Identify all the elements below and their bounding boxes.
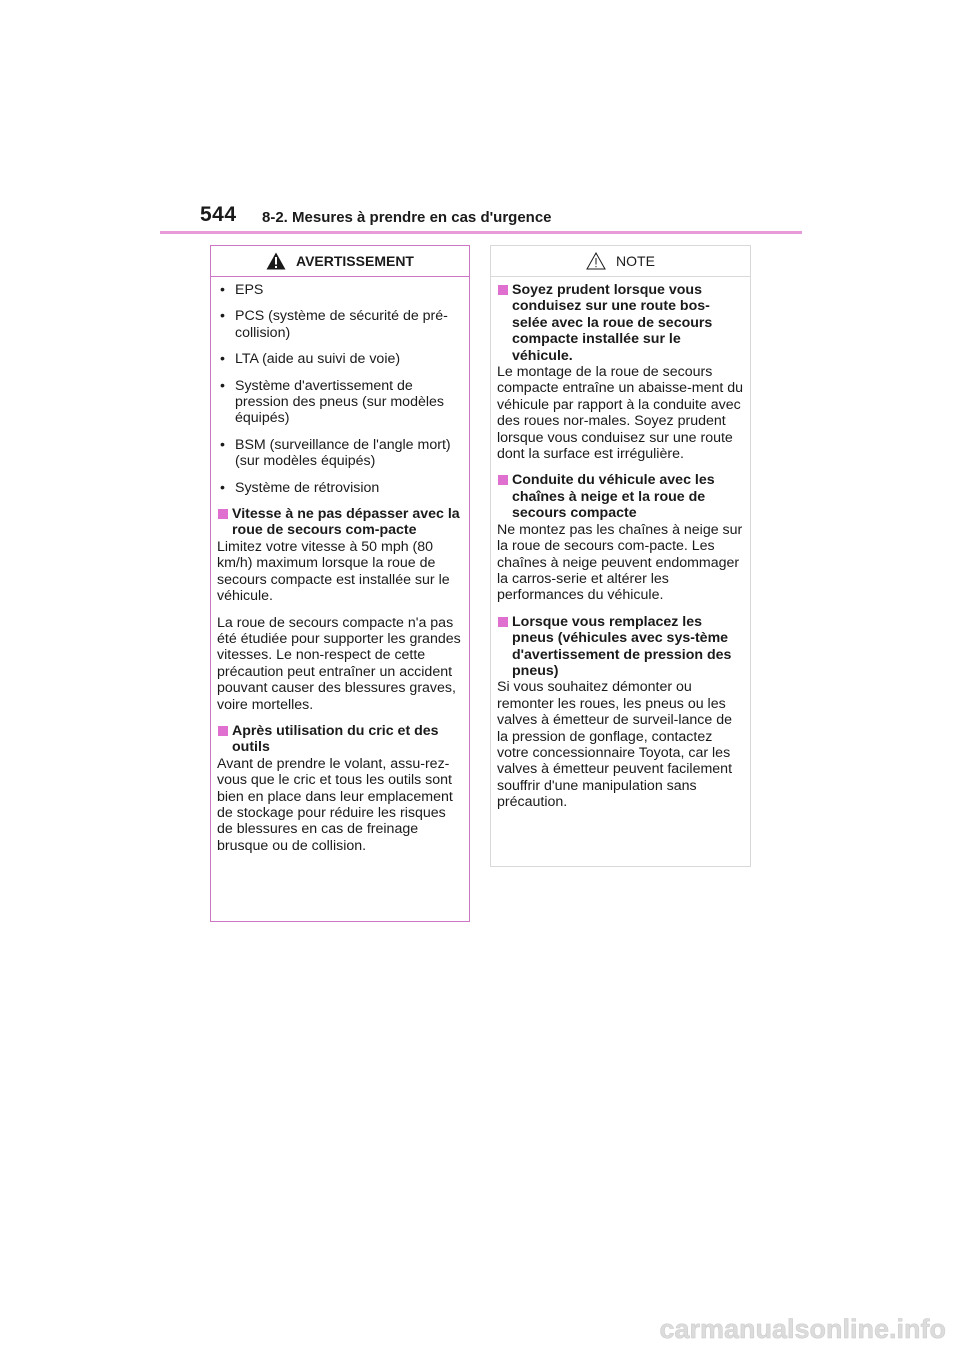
- warning-bullet: • EPS: [220, 282, 264, 298]
- warning-paragraph: Avant de prendre le volant, assu-rez-vous que le cric et tous les outils sont bien en place dans leur emplacement de stockage pour réduire les risques de blessures en cas de freinage brusque ou de collision.: [217, 755, 453, 854]
- note-body: [491, 277, 750, 811]
- warning-subheading: Vitesse à ne pas dépasser avec la roue de secours com-pacte: [217, 506, 464, 539]
- page-number: 544: [200, 203, 237, 226]
- note-subheading: Lorsque vous remplacez les pneus (véhicules avec sys-tème d'avertissement de pression des pneus): [497, 614, 745, 680]
- warning-paragraph: Limitez votre vitesse à 50 mph (80 km/h) maximum lorsque la roue de secours compacte est installée sur le véhicule.: [217, 538, 450, 605]
- warning-title: AVERTISSEMENT: [296, 253, 414, 269]
- square-bullet-icon: [218, 509, 228, 519]
- note-paragraph: Si vous souhaitez démonter ou remonter les roues, les pneus ou les valves à émetteur de surveil-lance de la pression de gonflage, contactez votre concessionnaire Toyota, car les valves à émetteur peuvent facilement souffrir d'une manipulation sans précaution.: [497, 679, 733, 811]
- square-bullet-icon: [498, 285, 508, 295]
- warning-subheading: Après utilisation du cric et des outils: [217, 723, 464, 756]
- warning-bullet: • Système d'avertissement de pression des pneus (sur modèles équipés): [220, 377, 444, 427]
- note-subheading: Conduite du véhicule avec les chaînes à neige et la roue de secours compacte: [497, 472, 745, 521]
- header-rule: [160, 231, 802, 234]
- note-paragraph: Ne montez pas les chaînes à neige sur la roue de secours com-pacte. Les chaînes à neige peuvent endommager la carros-serie et altérer les performances du véhicule.: [497, 521, 743, 604]
- caution-outline-triangle-icon: [586, 252, 606, 270]
- warning-paragraph: La roue de secours compacte n'a pas été étudiée pour supporter les grandes vitesses. Le non-respect de cette précaution peut entraîner un accident pouvant causer des blessures graves, voire mortelles.: [217, 614, 461, 713]
- warning-bullet: • LTA (aide au suivi de voie): [220, 351, 401, 368]
- note-paragraph: Le montage de la roue de secours compacte entraîne un abaisse-ment du véhicule par rapport à la conduite avec des roues nor-males. Soyez prudent lorsque vous conduisez sur une route dont la surface est irrégulière.: [497, 364, 744, 463]
- square-bullet-icon: [218, 726, 228, 736]
- square-bullet-icon: [498, 617, 508, 627]
- section-title: 8-2. Mesures à prendre en cas d'urgence: [262, 209, 552, 226]
- watermark-text: carmanualsonline.info: [659, 1314, 946, 1344]
- warning-triangle-icon: [266, 252, 286, 270]
- note-header: [491, 246, 750, 277]
- warning-bullet: • PCS (système de sécurité de pré-collision): [220, 308, 448, 341]
- note-subheading: Soyez prudent lorsque vous conduisez sur une route bos-selée avec la roue de secours compacte installée sur le véhicule.: [497, 282, 745, 364]
- warning-header: [211, 246, 469, 277]
- note-title: NOTE: [616, 253, 655, 269]
- note-box: [490, 245, 751, 867]
- warning-bullet: • BSM (surveillance de l'angle mort) (sur modèles équipés): [220, 436, 451, 470]
- warning-box: [210, 245, 470, 922]
- square-bullet-icon: [498, 475, 508, 485]
- watermark-logo: [650, 1308, 950, 1348]
- warning-bullet: • Système de rétrovision: [220, 479, 380, 496]
- warning-body: [211, 277, 469, 854]
